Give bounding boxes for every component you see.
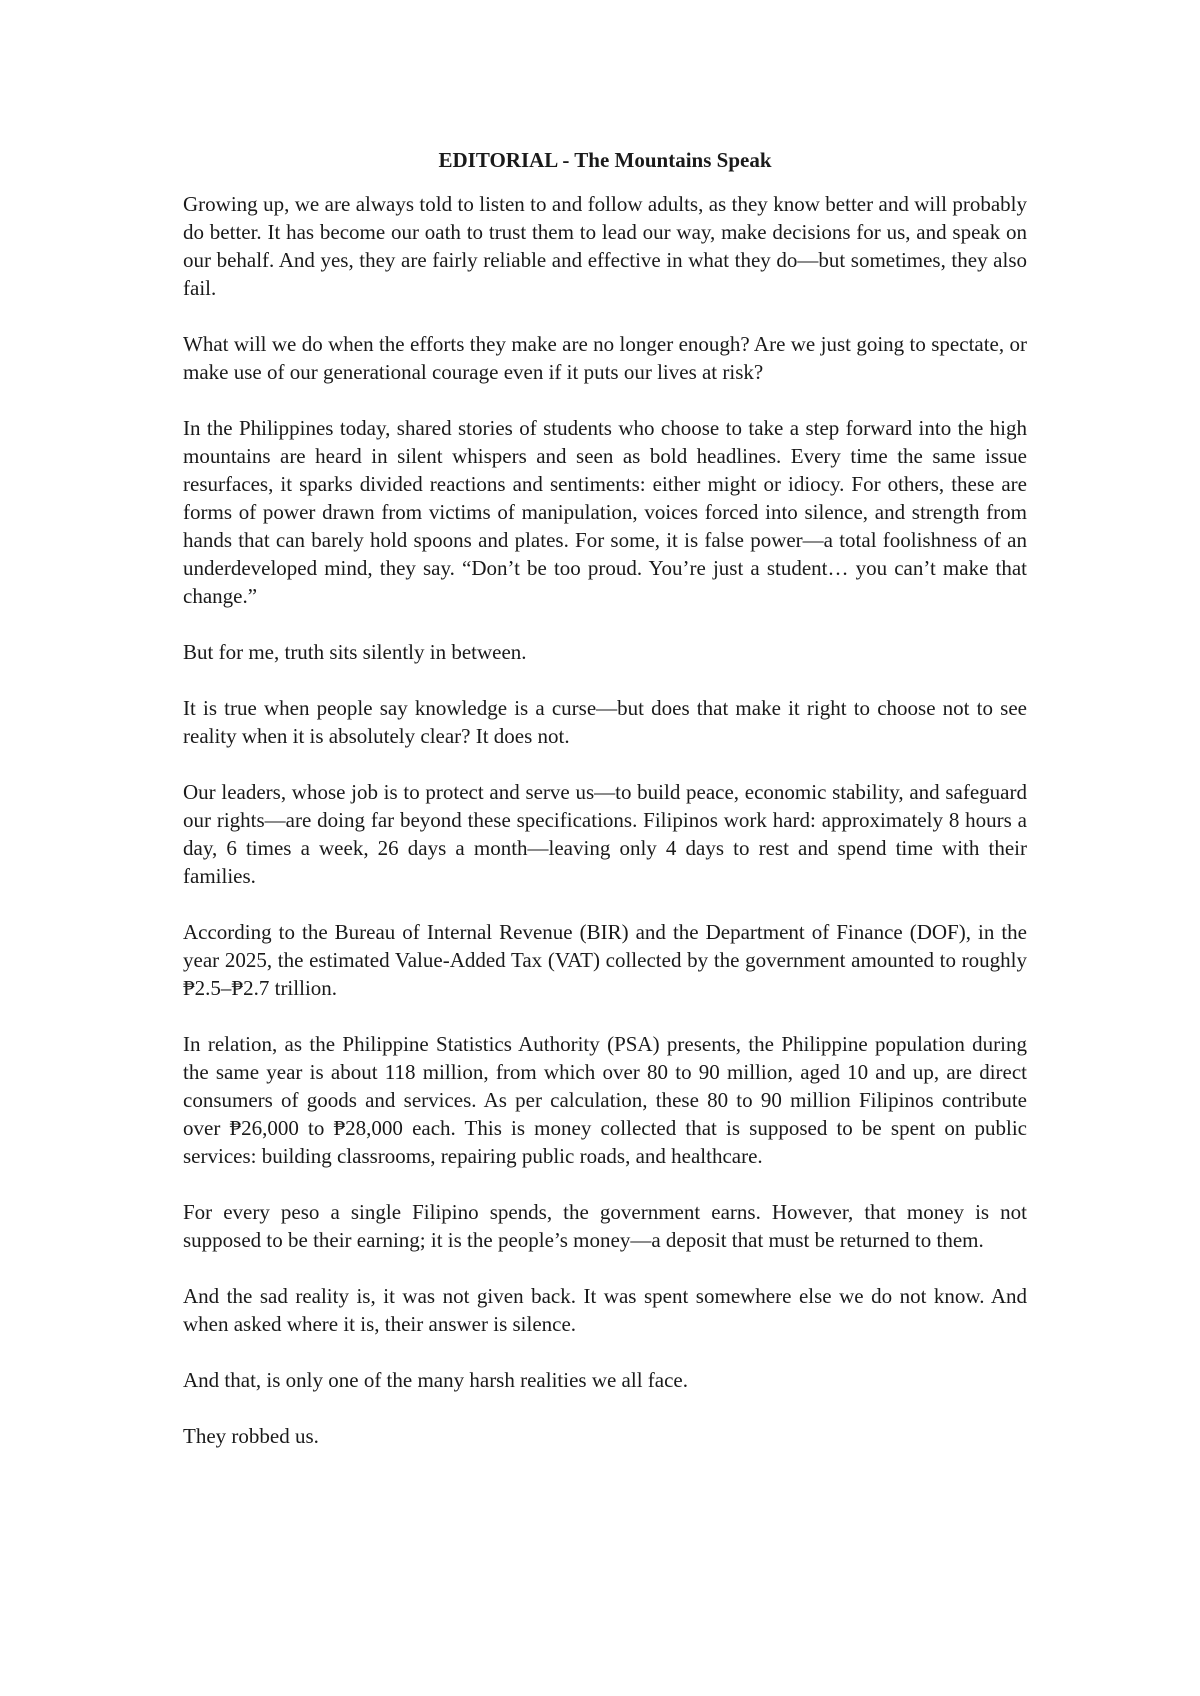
document-body — [183, 146, 1027, 1478]
paragraph-12: They robbed us. — [183, 1424, 319, 1448]
paragraph-2: What will we do when the efforts they make are no longer enough? Are we just going to spectate, or make use of our generational courage even if it puts our lives at risk? — [183, 332, 1027, 384]
paragraph-8: In relation, as the Philippine Statistics Authority (PSA) presents, the Philippine population during the same year is about 118 million, from which over 80 to 90 million, aged 10 and up, are direct consumers of goods and services. As per calculation, these 80 to 90 million Filipinos contribute over ₱26,000 to ₱28,000 each. This is money collected that is supposed to be spent on public services: building classrooms, repairing public roads, and healthcare. — [183, 1032, 1027, 1168]
paragraph-9: For every peso a single Filipino spends, the government earns. However, that money is not supposed to be their earning; it is the people’s money—a deposit that must be returned to them. — [183, 1200, 1027, 1252]
paragraph-3: In the Philippines today, shared stories of students who choose to take a step forward into the high mountains are heard in silent whispers and seen as bold headlines. Every time the same issue resurfaces, it sparks divided reactions and sentiments: either might or idiocy. For others, these are forms of power drawn from victims of manipulation, voices forced into silence, and strength from hands that can barely hold spoons and plates. For some, it is false power—a total foolishness of an underdeveloped mind, they say. “Don’t be too proud. You’re just a student… you can’t make that change.” — [183, 416, 1027, 608]
paragraph-10: And the sad reality is, it was not given back. It was spent somewhere else we do not know. And when asked where it is, their answer is silence. — [183, 1284, 1027, 1336]
paragraph-7: According to the Bureau of Internal Revenue (BIR) and the Department of Finance (DOF), in the year 2025, the estimated Value-Added Tax (VAT) collected by the government amounted to roughly ₱2.5–₱2.7 trillion. — [183, 920, 1027, 1000]
paragraph-4: But for me, truth sits silently in between. — [183, 640, 527, 664]
paragraph-11: And that, is only one of the many harsh realities we all face. — [183, 1368, 689, 1392]
paragraph-1: Growing up, we are always told to listen to and follow adults, as they know better and will probably do better. It has become our oath to trust them to lead our way, make decisions for us, and speak on our behalf. And yes, they are fairly reliable and effective in what they do—but sometimes, they also fail. — [183, 192, 1027, 300]
editorial-title: EDITORIAL - The Mountains Speak — [438, 148, 772, 172]
paragraph-6: Our leaders, whose job is to protect and serve us—to build peace, economic stability, and safeguard our rights—are doing far beyond these specifications. Filipinos work hard: approximately 8 hours a day, 6 times a week, 26 days a month—leaving only 4 days to rest and spend time with their families. — [183, 780, 1027, 888]
paragraph-5: It is true when people say knowledge is a curse—but does that make it right to choose not to see reality when it is absolutely clear? It does not. — [183, 696, 1027, 748]
